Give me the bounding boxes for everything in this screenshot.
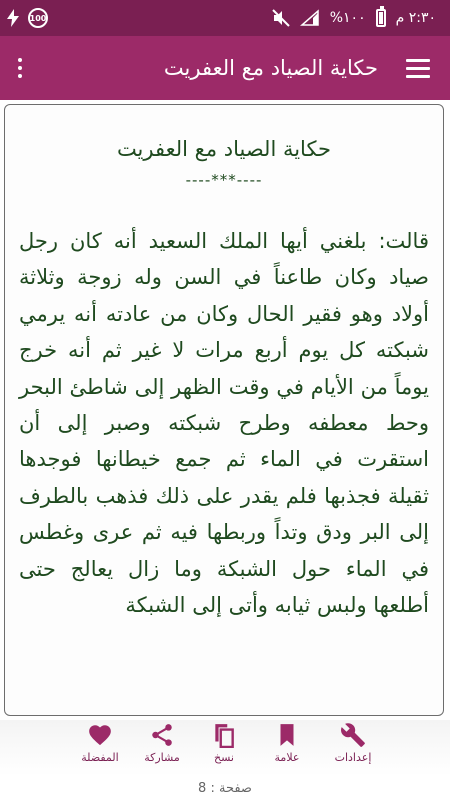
copy-button[interactable] [196, 720, 252, 776]
settings-button[interactable] [325, 720, 381, 776]
share-button[interactable] [134, 720, 190, 776]
settings-label: إعدادات [334, 751, 372, 764]
status-bar-left [0, 8, 48, 28]
page-indicator: صفحة : 8 [0, 776, 450, 800]
battery-fill [379, 12, 383, 24]
badge-icon: 100 [28, 8, 48, 28]
story-title: حكاية الصياد مع العفريت [116, 137, 332, 161]
bottom-nav [0, 720, 450, 776]
favorite-button[interactable] [72, 720, 128, 776]
bookmark-button[interactable] [259, 720, 315, 776]
status-bar-right [272, 9, 450, 27]
content-area [0, 100, 450, 720]
status-bar [0, 0, 450, 36]
bookmark-label: علامة [274, 751, 300, 764]
story-body: قالت: بلغني أيها الملك السعيد أنه كان رجل صياد وكان طاعناً في السن وله زوجة وثلاثة أولاد وهو فقير الحال وكان من عادته أنه يرمي شبكته كل يوم أربع مرات لا غير ثم أنه خرج يوماً من الأيام في وقت الظهر إلى شاطئ البحر وحط معطفه وطرح شبكته وصبر إلى أن استقرت في الماء ثم جمع خيطانها فوجدها ثقيلة فجذبها فلم يقدر على ذلك فذهب بالطرف إلى البر ودق وتداً وربطها فيه ثم عرى وغطس في الماء حول الشبكة وما زال يعالج حتى أطلعها ولبس ثيابه وأتى إلى الشبكة [19, 229, 429, 618]
story-separator: ----***---- [185, 171, 263, 189]
battery-icon [376, 9, 386, 27]
bookmark-icon [274, 722, 300, 748]
app-bar-title: حكاية الصياد مع العفريت [163, 56, 378, 80]
signal-icon [300, 9, 320, 27]
heart-icon [87, 722, 113, 748]
menu-icon[interactable] [386, 36, 450, 100]
copy-icon [211, 722, 237, 748]
favorite-label: المفضلة [81, 751, 119, 764]
copy-label: نسخ [214, 751, 234, 764]
mute-icon [272, 9, 290, 27]
more-vert-icon[interactable] [0, 36, 40, 100]
notification-icon [6, 9, 20, 27]
app-bar [0, 36, 450, 100]
wrench-icon [340, 722, 366, 748]
status-time: ٢:٣٠ م [395, 10, 436, 26]
share-label: مشاركة [144, 751, 180, 764]
share-icon [149, 722, 175, 748]
battery-percent: %١٠٠ [329, 10, 366, 26]
story-card[interactable] [4, 104, 444, 716]
